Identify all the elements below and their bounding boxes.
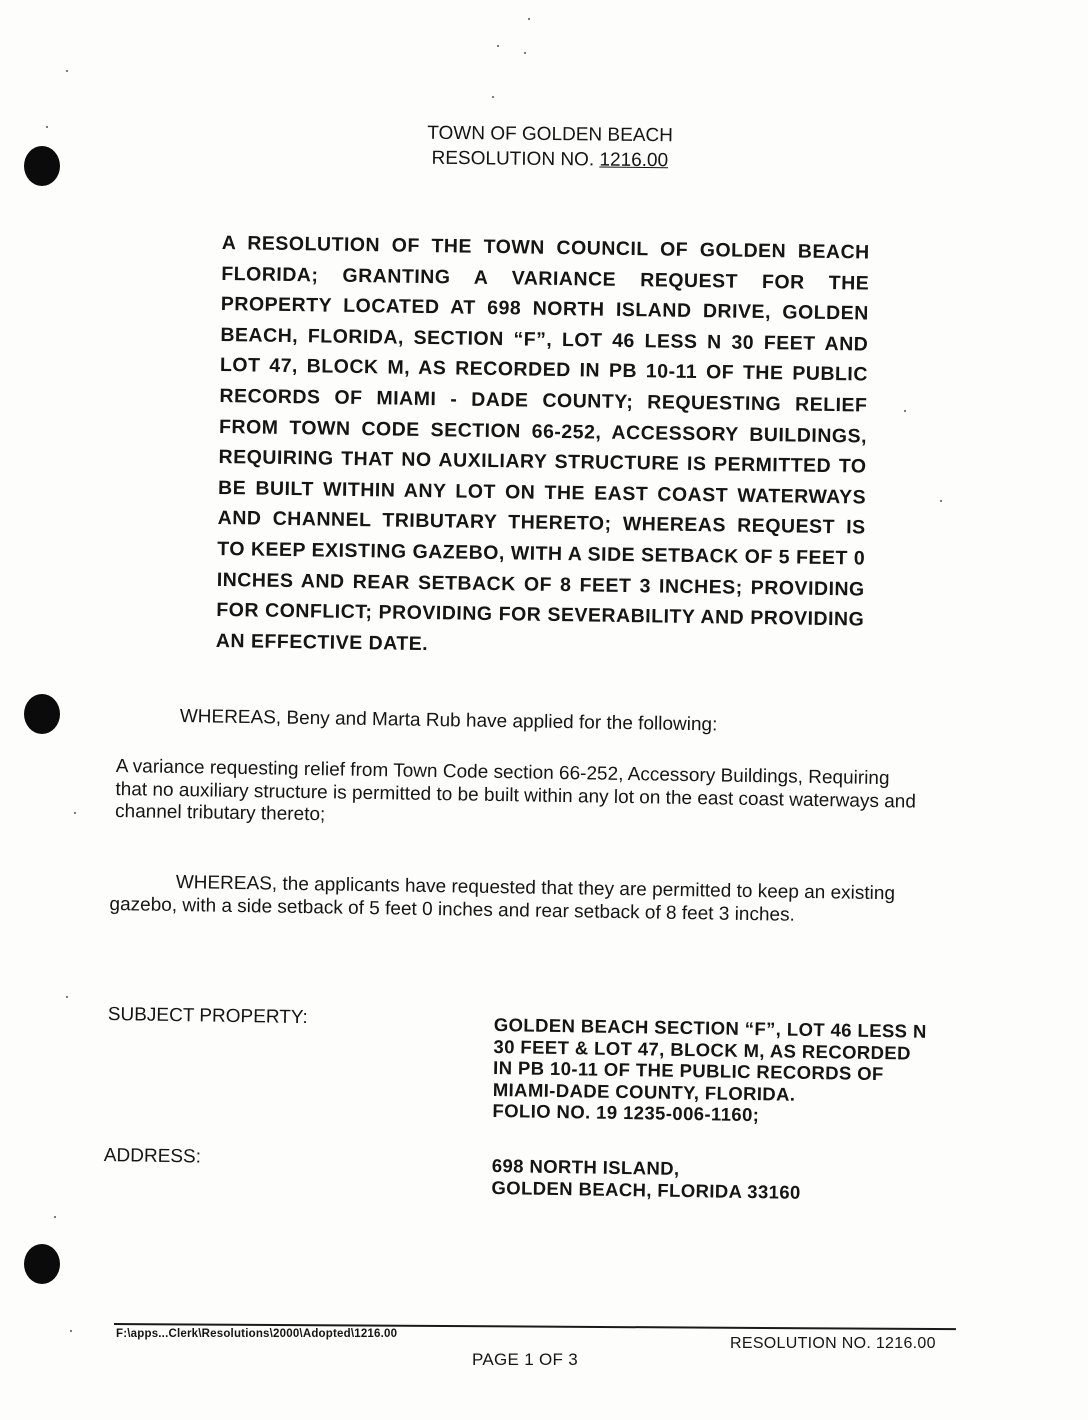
legal-description <box>492 1014 954 1129</box>
whereas-request <box>109 871 920 929</box>
file-path: F:\apps...Clerk\Resolutions\2000\Adopted\1216.00 <box>116 1328 398 1340</box>
resolution-caption: A RESOLUTION OF THE TOWN COUNCIL OF GOLDEN BEACH FLORIDA; GRANTING A VARIANCE REQUEST FOR THE PROPERTY LOCATED AT 698 NORTH ISLAND DRIVE, GOLDEN BEACH, FLORIDA, SECTION “F”, LOT 46 LESS N 30 FEET AND LOT 47, BLOCK M, AS RECORDED IN PB 10-11 OF THE PUBLIC RECORDS OF MIAMI - DADE COUNTY; REQUESTING RELIEF FROM TOWN CODE SECTION 66-252, ACCESSORY BUILDINGS, REQUIRING THAT NO AUXILIARY STRUCTURE IS PERMITTED TO BE BUILT WITHIN ANY LOT ON THE EAST COAST WATERWAYS AND CHANNEL TRIBUTARY THERETO; WHEREAS REQUEST IS TO KEEP EXISTING GAZEBO, WITH A SIDE SETBACK OF 5 FEET 0 INCHES AND REAR SETBACK OF 8 FEET 3 INCHES; PROVIDING FOR CONFLICT; PROVIDING FOR SEVERABILITY AND PROVIDING AN EFFECTIVE DATE. <box>215 231 870 655</box>
scan-speck <box>70 1330 72 1332</box>
resolution-title <box>400 145 700 173</box>
resolution-label: RESOLUTION NO. <box>431 147 595 171</box>
scan-speck <box>66 996 68 998</box>
legal-line: IN PB 10-11 OF THE PUBLIC RECORDS OF <box>492 1056 884 1085</box>
scan-speck <box>940 500 942 502</box>
whereas-applicants: WHEREAS, Beny and Marta Rub have applied for the following: <box>179 706 718 736</box>
scan-speck <box>524 52 526 54</box>
scan-speck <box>46 126 48 128</box>
scan-speck <box>74 812 76 814</box>
property-address <box>491 1155 912 1206</box>
address-label: ADDRESS: <box>103 1145 202 1168</box>
footer-resolution-number: RESOLUTION NO. 1216.00 <box>730 1335 936 1352</box>
legal-line: MIAMI-DADE COUNTY, FLORIDA. <box>492 1078 796 1105</box>
scan-speck <box>528 18 530 20</box>
folio-number: FOLIO NO. 19 1235-006-1160; <box>492 1099 760 1126</box>
scan-speck <box>66 70 68 72</box>
page-number: PAGE 1 OF 3 <box>472 1350 578 1369</box>
legal-line: GOLDEN BEACH SECTION “F”, LOT 46 LESS N <box>493 1014 927 1042</box>
document-header <box>400 120 701 173</box>
scan-speck <box>497 45 499 47</box>
town-title: TOWN OF GOLDEN BEACH <box>427 122 674 147</box>
subject-property-label: SUBJECT PROPERTY: <box>107 1004 308 1029</box>
punch-hole-bottom <box>24 1244 60 1284</box>
whereas-request-text: WHEREAS, the applicants have requested that they are permitted to keep an existing gazebo, with a side setback of 5 feet 0 inches and rear setback of 8 feet 3 inches. <box>109 872 896 926</box>
scan-speck <box>492 96 494 98</box>
resolution-number: 1216.00 <box>599 149 669 172</box>
punch-hole-middle <box>24 694 60 734</box>
variance-description: A variance requesting relief from Town Code section 66-252, Accessory Buildings, Requiring that no auxiliary structure is permitted to be built within any lot on the east coast waterways and channel tributary thereto; <box>114 756 917 826</box>
scan-speck <box>54 1216 56 1218</box>
scan-speck <box>904 410 906 412</box>
punch-hole-top <box>24 146 60 186</box>
address-line: GOLDEN BEACH, FLORIDA 33160 <box>491 1176 801 1203</box>
legal-line: 30 FEET & LOT 47, BLOCK M, AS RECORDED <box>493 1035 912 1064</box>
address-line: 698 NORTH ISLAND, <box>491 1155 680 1179</box>
